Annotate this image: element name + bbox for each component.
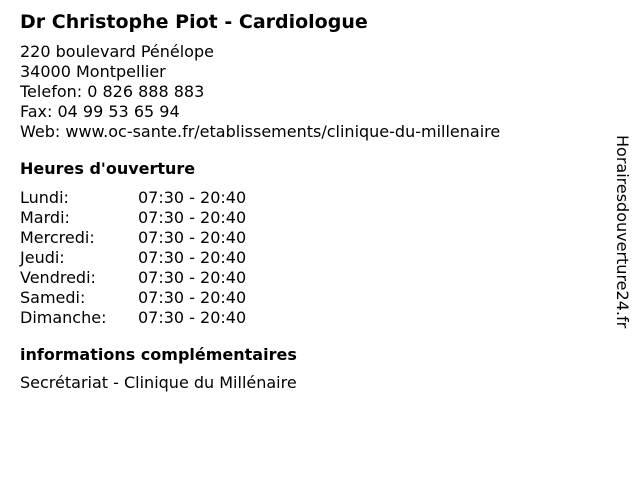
hours-row-wednesday <box>20 228 600 248</box>
page-title: Dr Christophe Piot - Cardiologue <box>20 11 368 33</box>
street-address: 220 boulevard Pénélope <box>20 42 214 61</box>
fax-number: Fax: 04 99 53 65 94 <box>20 102 180 121</box>
hours-row-saturday <box>20 288 600 308</box>
day-label: Dimanche: <box>20 308 107 327</box>
time-range: 07:30 - 20:40 <box>138 208 247 227</box>
time-range: 07:30 - 20:40 <box>138 188 247 207</box>
day-label: Samedi: <box>20 288 86 307</box>
site-watermark: Horairesdouverture24.fr <box>613 135 632 329</box>
city: 34000 Montpellier <box>20 62 166 81</box>
hours-row-thursday <box>20 248 600 268</box>
phone-number: Telefon: 0 826 888 883 <box>20 82 205 101</box>
hours-row-monday <box>20 188 600 208</box>
opening-hours-table <box>20 188 600 328</box>
day-label: Mardi: <box>20 208 70 227</box>
hours-row-sunday <box>20 308 600 328</box>
additional-info-text: Secrétariat - Clinique du Millénaire <box>20 373 297 392</box>
time-range: 07:30 - 20:40 <box>138 288 247 307</box>
hours-row-tuesday <box>20 208 600 228</box>
time-range: 07:30 - 20:40 <box>138 228 247 247</box>
additional-info-heading: informations complémentaires <box>20 345 297 364</box>
day-label: Vendredi: <box>20 268 96 287</box>
website: Web: www.oc-sante.fr/etablissements/clinique-du-millenaire <box>20 122 501 141</box>
time-range: 07:30 - 20:40 <box>138 268 247 287</box>
address-block <box>20 42 600 142</box>
hours-row-friday <box>20 268 600 288</box>
time-range: 07:30 - 20:40 <box>138 308 247 327</box>
time-range: 07:30 - 20:40 <box>138 248 247 267</box>
opening-hours-heading: Heures d'ouverture <box>20 159 196 178</box>
day-label: Mercredi: <box>20 228 95 247</box>
day-label: Jeudi: <box>20 248 65 267</box>
business-card <box>20 10 600 393</box>
day-label: Lundi: <box>20 188 69 207</box>
